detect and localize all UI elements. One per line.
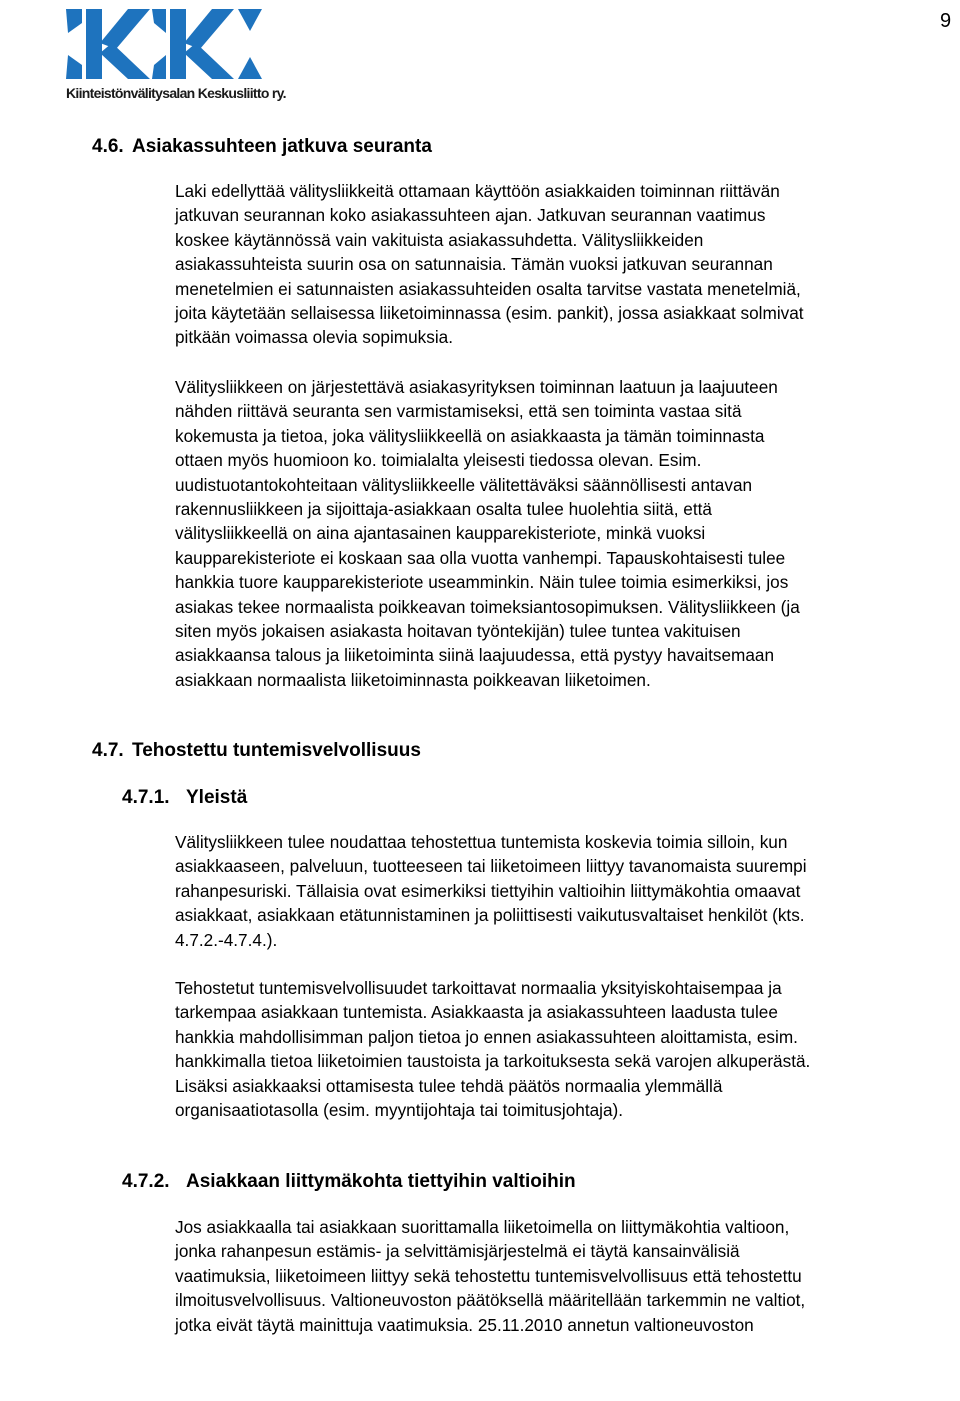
section-title: Asiakkaan liittymäkohta tiettyihin valtioihin bbox=[186, 1171, 576, 1192]
text-line: menetelmien ei satunnaisten asiakassuhteiden osalta tarvitse vastata menetelmiä, bbox=[175, 278, 801, 299]
text-line: hankkia mahdollisimman paljon tietoa jo ennen asiakassuhteen aloittamista, esim. bbox=[175, 1026, 798, 1047]
text-line: pitkään voimassa olevia sopimuksia. bbox=[175, 327, 453, 348]
section-number: 4.7.2. bbox=[122, 1171, 170, 1192]
text-line: rahanpesuriski. Tällaisia ovat esimerkiksi tiettyihin valtioihin liittymäkohtia omaavat bbox=[175, 880, 801, 901]
text-line: vaatimuksia, liiketoimeen liittyy sekä tehostettu tuntemisvelvollisuus että tehostettu bbox=[175, 1265, 802, 1286]
organization-name: Kiinteistönvälitysalan Keskusliitto ry. bbox=[66, 85, 286, 101]
text-line: jotka eivät täytä mainittuja vaatimuksia. 25.11.2010 annetun valtioneuvoston bbox=[175, 1314, 754, 1335]
text-line: kokemusta ja tietoa, joka välitysliikkeellä on asiakkaasta ja tämän toiminnasta bbox=[175, 425, 765, 446]
text-line: hankkimalla tietoa liiketoimien taustoista ja tarkoituksesta sekä varojen alkuperästä. bbox=[175, 1051, 811, 1072]
text-line: Välitysliikkeen tulee noudattaa tehostettua tuntemista koskevia toimia silloin, kun bbox=[175, 832, 788, 852]
text-line: ilmoitusvelvollisuus. Valtioneuvoston päätöksellä määritellään tarkemmin ne valtiot, bbox=[175, 1290, 806, 1311]
text-line: Tehostetut tuntemisvelvollisuudet tarkoittavat normaalia yksityiskohtaisempaa ja bbox=[175, 978, 782, 998]
text-line: Lisäksi asiakkaaksi ottamisesta tulee tehdä päätös normaalia ylemmällä bbox=[175, 1075, 723, 1096]
text-line: asiakas tekee normaalista poikkeavan toimeksiantosopimuksen. Välitysliikkeen (ja bbox=[175, 596, 800, 617]
section-number: 4.7.1. bbox=[122, 787, 170, 808]
paragraph-4-6-1 bbox=[175, 179, 960, 350]
organization-logo bbox=[66, 9, 286, 105]
section-title: Asiakassuhteen jatkuva seuranta bbox=[132, 136, 432, 157]
paragraph-4-7-1-2 bbox=[175, 976, 960, 1122]
text-line: ottaen myös huomioon ko. toimialalta yleisesti tiedossa olevan. Esim. bbox=[175, 450, 702, 471]
text-line: uudistuotantokohteitaan välitysliikkeelle välitettäväksi säännöllisesti antavan bbox=[175, 474, 753, 495]
section-number: 4.6. bbox=[92, 136, 124, 157]
text-line: tarkempaa asiakkaan tuntemista. Asiakkaasta ja asiakassuhteen laadusta tulee bbox=[175, 1002, 778, 1023]
text-line: 4.7.2.-4.7.4.). bbox=[175, 929, 278, 950]
text-line: Jos asiakkaalla tai asiakkaan suorittamalla liiketoimella on liittymäkohtia valtioon, bbox=[175, 1217, 790, 1237]
text-line: kaupparekisteriote ei koskaan saa olla vuotta vanhempi. Tapauskohtaisesti tulee bbox=[175, 547, 786, 568]
text-line: nähden riittävä seuranta sen varmistamiseksi, että sen toiminta vastaa sitä bbox=[175, 401, 742, 422]
text-line: Laki edellyttää välitysliikkeitä ottamaan käyttöön asiakkaiden toiminnan riittävän bbox=[175, 181, 780, 201]
text-line: asiakkaat, asiakkaan etätunnistaminen ja poliittisesti vaikutusvaltaiset henkilöt (kts. bbox=[175, 905, 805, 926]
section-title: Tehostettu tuntemisvelvollisuus bbox=[132, 740, 421, 761]
paragraph-4-7-2-1 bbox=[175, 1215, 960, 1337]
text-line: siten myös jokaisen asiakasta hoitavan työntekijän) tulee tuntea vakituisen bbox=[175, 621, 741, 642]
paragraph-4-7-1-1 bbox=[175, 830, 960, 952]
text-line: rakennusliikkeen ja sijoittaja-asiakkaan osalta tulee huolehtia siitä, että bbox=[175, 499, 712, 520]
text-line: organisaatiotasolla (esim. myyntijohtaja tai toimitusjohtaja). bbox=[175, 1100, 624, 1121]
text-line: asiakkaaseen, palveluun, tuotteeseen tai liiketoimeen liittyy tavanomaista suurempi bbox=[175, 856, 807, 877]
section-heading-4-7-1 bbox=[122, 787, 247, 809]
text-line: hankkia tuore kaupparekisteriote useamminkin. Näin tulee toimia esimerkiksi, jos bbox=[175, 572, 789, 593]
section-title: Yleistä bbox=[186, 787, 248, 808]
text-line: Välitysliikkeen on järjestettävä asiakasyrityksen toiminnan laatuun ja laajuuteen bbox=[175, 377, 778, 397]
text-line: jatkuvan seurannan koko asiakassuhteen ajan. Jatkuvan seurannan vaatimus bbox=[175, 205, 766, 226]
text-line: jonka rahanpesun estämis- ja selvittämisjärjestelmä ei täytä kansainvälisiä bbox=[175, 1241, 740, 1262]
kk-logo-mark bbox=[66, 9, 266, 81]
text-line: asiakkaan normaalista liiketoiminnasta poikkeavan liiketoimen. bbox=[175, 669, 651, 690]
paragraph-4-6-2 bbox=[175, 375, 960, 692]
page-number: 9 bbox=[940, 10, 952, 32]
section-number: 4.7. bbox=[92, 740, 124, 761]
section-heading-4-6 bbox=[92, 136, 432, 158]
text-line: asiakkaansa talous ja liiketoiminta siinä laajuudessa, että pystyy havaitsemaan bbox=[175, 645, 775, 666]
section-heading-4-7-2 bbox=[122, 1171, 576, 1193]
text-line: välitysliikkeellä on aina ajantasainen kaupparekisteriote, minkä vuoksi bbox=[175, 523, 706, 544]
section-heading-4-7 bbox=[92, 740, 421, 762]
text-line: koskee käytännössä vain vakituista asiakassuhdetta. Välitysliikkeiden bbox=[175, 229, 704, 250]
text-line: joita käytetään sellaisessa liiketoiminnassa (esim. pankit), jossa asiakkaat solmivat bbox=[175, 303, 804, 324]
text-line: asiakassuhteista suurin osa on satunnaisia. Tämän vuoksi jatkuvan seurannan bbox=[175, 254, 773, 275]
